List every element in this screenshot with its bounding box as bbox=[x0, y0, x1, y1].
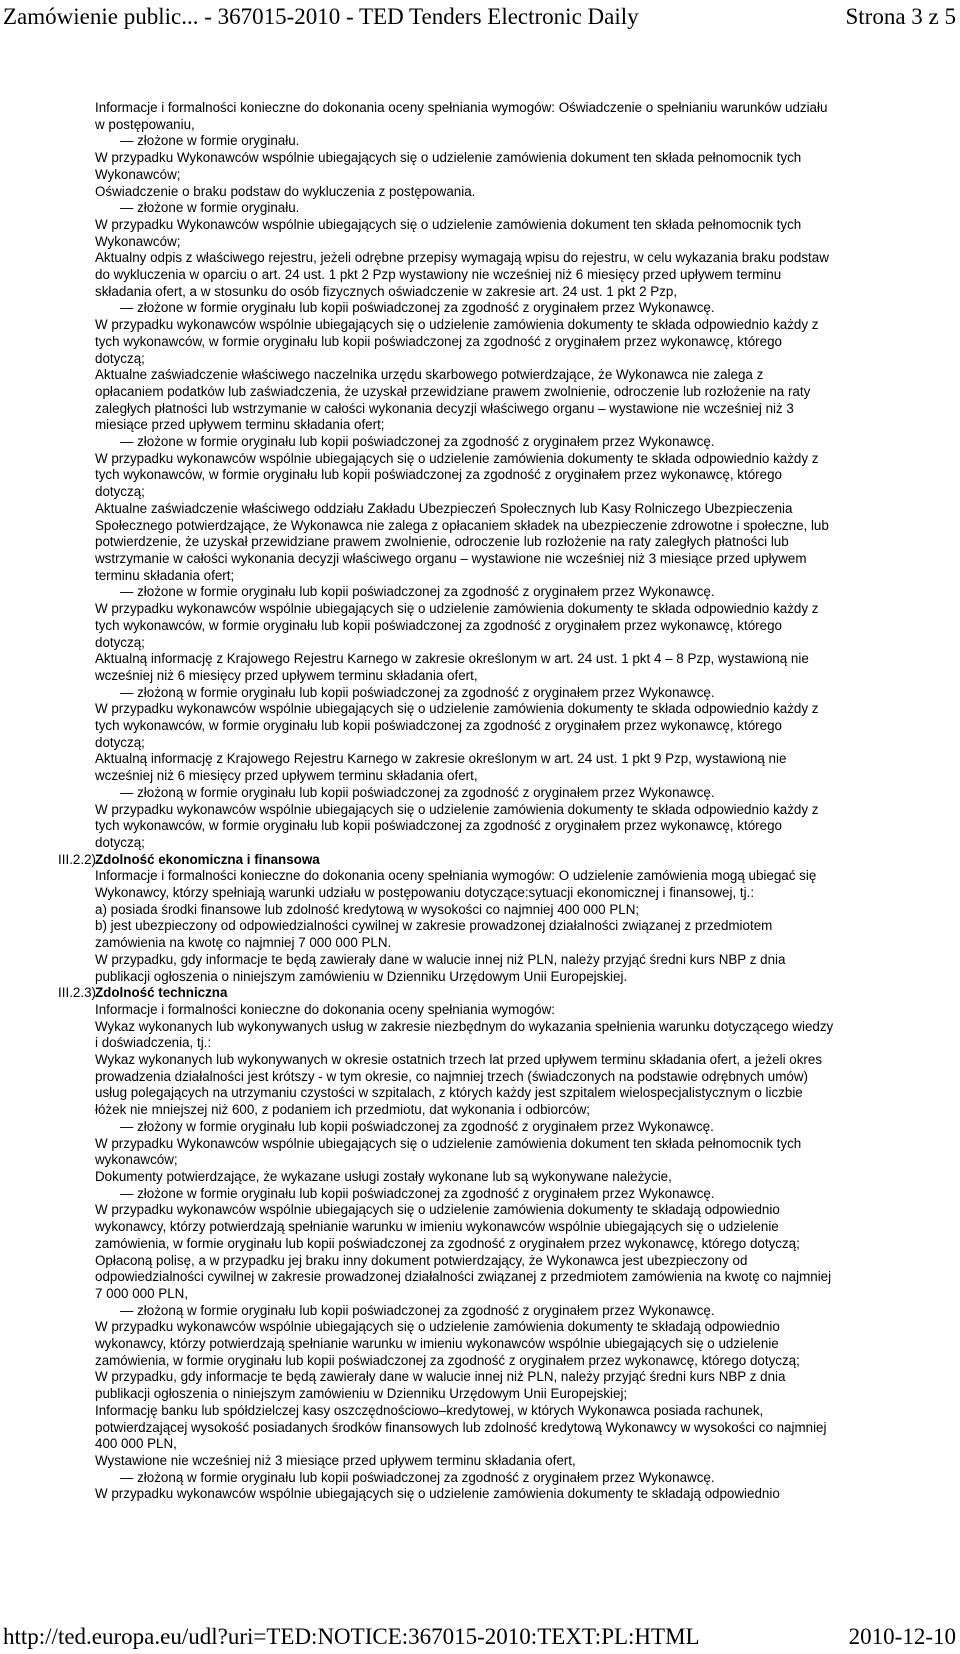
section-number: III.2.3) bbox=[58, 985, 96, 1001]
text-line: składania ofert, a w stosunku do osób fizycznych oświadczenie w zakresie art. 24 ust. 1 pkt 2 Pzp, bbox=[95, 283, 678, 299]
submission-note-line: — złożoną w formie oryginału lub kopii poświadczonej za zgodność z oryginałem przez Wykonawcę. bbox=[120, 784, 715, 800]
text-line: tych wykonawców, w formie oryginału lub kopii poświadczonej za zgodność z oryginałem przez wykonawcę, którego bbox=[95, 333, 782, 349]
page-footer bbox=[0, 1620, 960, 1654]
submission-note-line: — złożoną w formie oryginału lub kopii poświadczonej za zgodność z oryginałem przez Wykonawcę. bbox=[120, 1469, 715, 1485]
text-line: Wystawione nie wcześniej niż 3 miesiące przed upływem terminu składania ofert, bbox=[95, 1452, 576, 1468]
text-line: W przypadku Wykonawców wspólnie ubiegających się o udzielenie zamówienia dokument ten składa pełnomocnik tych bbox=[95, 150, 802, 166]
section-heading bbox=[58, 851, 917, 869]
text-line: dotyczą; bbox=[95, 350, 145, 366]
text-line: w postępowaniu, bbox=[95, 116, 195, 132]
text-line: tych wykonawców, w formie oryginału lub kopii poświadczonej za zgodność z oryginałem przez wykonawcę, którego bbox=[95, 617, 782, 633]
text-line: Społecznego potwierdzające, że Wykonawca nie zalega z opłacaniem składek na ubezpieczenie zdrowotne i społeczne, lub bbox=[95, 517, 829, 533]
text-line: Aktualne zaświadczenie właściwego naczelnika urzędu skarbowego potwierdzające, że Wykonawca nie zalega z bbox=[95, 367, 764, 383]
text-line: W przypadku wykonawców wspólnie ubiegających się o udzielenie zamówienia dokumenty te składają odpowiednio bbox=[95, 1202, 780, 1218]
section-heading bbox=[58, 985, 917, 1002]
document-title: Zamówienie public... - 367015-2010 - TED Tenders Electronic Daily bbox=[3, 4, 639, 29]
text-line: opłacaniem podatków lub zaświadczenia, że uzyskał przewidziane prawem zwolnienie, odroczenie lub rozłożenie na raty bbox=[95, 383, 811, 399]
text-line: Wykonawców; bbox=[95, 233, 181, 249]
text-line: łóżek nie mniejszej niż 600, z podaniem ich przedmiotu, dat wykonania i odbiorców; bbox=[95, 1102, 590, 1118]
text-line: W przypadku Wykonawców wspólnie ubiegających się o udzielenie zamówienia dokument ten składa pełnomocnik tych bbox=[95, 216, 802, 232]
text-line: wykonawcy, którzy potwierdzają spełnianie warunku w imieniu wykonawców wspólnie ubiegających się o udzielenie bbox=[95, 1219, 779, 1235]
text-line: dotyczą; bbox=[95, 734, 145, 750]
text-line: W przypadku wykonawców wspólnie ubiegających się o udzielenie zamówienia dokumenty te składają odpowiednio bbox=[95, 1486, 780, 1502]
text-line: zaległych płatności lub wstrzymanie w całości wykonania decyzji właściwego organu – wystawione nie wcześniej niż 3 bbox=[95, 400, 794, 416]
text-line: 7 000 000 PLN, bbox=[95, 1285, 189, 1301]
text-line: dotyczą; bbox=[95, 834, 145, 850]
text-line: W przypadku Wykonawców wspólnie ubiegających się o udzielenie zamówienia dokument ten składa pełnomocnik tych bbox=[95, 1135, 802, 1151]
text-line: W przypadku wykonawców wspólnie ubiegających się o udzielenie zamówienia dokumenty te składa odpowiednio każdy z bbox=[95, 317, 819, 333]
text-line: Opłaconą polisę, a w przypadku jej braku inny dokument potwierdzający, że Wykonawca jest ubezpieczony od bbox=[95, 1252, 748, 1268]
text-line: zamówienia, w formie oryginału lub kopii poświadczonej za zgodność z oryginałem przez wykonawcę, którego dotyczą; bbox=[95, 1235, 800, 1251]
text-line: publikacji ogłoszenia o niniejszym zamówieniu w Dzienniku Urzędowym Unii Europejskiej. bbox=[95, 968, 628, 984]
text-line: odpowiedzialności cywilnej w zakresie prowadzonej działalności związanej z przedmiotem zamówienia na kwotę co najmniej bbox=[95, 1269, 832, 1285]
submission-note-line: — złożony w formie oryginału lub kopii poświadczonej za zgodność z oryginałem przez Wykonawcę. bbox=[120, 1118, 714, 1134]
text-line: Aktualną informację z Krajowego Rejestru Karnego w zakresie określonym w art. 24 ust. 1 pkt 4 – 8 Pzp, wystawioną nie bbox=[95, 651, 809, 667]
text-line: wcześniej niż 6 miesięcy przed upływem terminu składania ofert, bbox=[95, 667, 478, 683]
text-line: W przypadku wykonawców wspólnie ubiegających się o udzielenie zamówienia dokumenty te składa odpowiednio każdy z bbox=[95, 801, 819, 817]
text-line: tych wykonawców, w formie oryginału lub kopii poświadczonej za zgodność z oryginałem przez wykonawcę, którego bbox=[95, 818, 782, 834]
submission-note-line: — złożoną w formie oryginału lub kopii poświadczonej za zgodność z oryginałem przez Wykonawcę. bbox=[120, 1302, 715, 1318]
page-counter: Strona 3 z 5 bbox=[845, 4, 956, 29]
text-line: zamówienia, w formie oryginału lub kopii poświadczonej za zgodność z oryginałem przez wykonawcę, którego dotyczą; bbox=[95, 1352, 800, 1368]
text-line: W przypadku wykonawców wspólnie ubiegających się o udzielenie zamówienia dokumenty te składa odpowiednio każdy z bbox=[95, 701, 819, 717]
text-line: potwierdzającej wysokość posiadanych środków finansowych lub zdolność kredytową Wykonawcy w wysokości co najmniej bbox=[95, 1419, 827, 1435]
section-title: Zdolność ekonomiczna i finansowa bbox=[95, 851, 320, 867]
text-line: Aktualne zaświadczenie właściwego oddziału Zakładu Ubezpieczeń Społecznych lub Kasy Rolniczego Ubezpieczenia bbox=[95, 500, 793, 516]
submission-note-line: — złożone w formie oryginału lub kopii poświadczonej za zgodność z oryginałem przez Wykonawcę. bbox=[120, 434, 715, 450]
text-line: 400 000 PLN, bbox=[95, 1436, 177, 1452]
text-line: miesiące przed upływem terminu składania ofert; bbox=[95, 417, 385, 433]
print-date: 2010-12-10 bbox=[848, 1624, 956, 1649]
text-line: Wykaz wykonanych lub wykonywanych w okresie ostatnich trzech lat przed upływem terminu składania ofert, a jeżeli okres bbox=[95, 1052, 823, 1068]
submission-note-line: — złożone w formie oryginału. bbox=[120, 133, 300, 149]
text-line: dotyczą; bbox=[95, 634, 145, 650]
text-line: Wykaz wykonanych lub wykonywanych usług w zakresie niezbędnym do wykazania spełnienia warunku dotyczącego wiedzy bbox=[95, 1018, 834, 1034]
text-line: Dokumenty potwierdzające, że wykazane usługi zostały wykonane lub są wykonywane należycie, bbox=[95, 1169, 672, 1184]
text-line: Aktualną informację z Krajowego Rejestru Karnego w zakresie określonym w art. 24 ust. 1 pkt 9 Pzp, wystawioną nie bbox=[95, 751, 787, 767]
text-line: usług polegających na utrzymaniu czystości w szpitalach, z których każdy jest szpitalem wielospecjalistycznym o liczbie bbox=[95, 1085, 803, 1101]
submission-note-line: — złożoną w formie oryginału lub kopii poświadczonej za zgodność z oryginałem przez Wykonawcę. bbox=[120, 684, 715, 700]
text-line: zamówienia na kwotę co najmniej 7 000 000 PLN. bbox=[95, 935, 392, 951]
submission-note-line: — złożone w formie oryginału lub kopii poświadczonej za zgodność z oryginałem przez Wykonawcę. bbox=[120, 300, 715, 316]
source-url[interactable]: http://ted.europa.eu/udl?uri=TED:NOTICE:367015-2010:TEXT:PL:HTML bbox=[3, 1624, 700, 1649]
text-line: b) jest ubezpieczony od odpowiedzialności cywilnej w zakresie prowadzonej działalności związanej z przedmiotem bbox=[95, 918, 773, 934]
text-line: Informacje i formalności konieczne do dokonania oceny spełniania wymogów: O udzielenie zamówienia mogą ubiegać się bbox=[95, 868, 817, 884]
text-line: Wykonawcy, którzy spełniają warunki udziału w postępowaniu dotyczące:sytuacji ekonomicznej i finansowej, tj.: bbox=[95, 885, 755, 901]
text-line: W przypadku wykonawców wspólnie ubiegających się o udzielenie zamówienia dokumenty te składają odpowiednio bbox=[95, 1319, 780, 1335]
text-line: Informacje i formalności konieczne do dokonania oceny spełniania wymogów: Oświadczenie o spełnianiu warunków udziału bbox=[95, 100, 828, 115]
text-line: W przypadku wykonawców wspólnie ubiegających się o udzielenie zamówienia dokumenty te składa odpowiednio każdy z bbox=[95, 450, 819, 466]
text-line: Informację banku lub spółdzielczej kasy oszczędnościowo–kredytowej, w których Wykonawca posiada rachunek, bbox=[95, 1402, 764, 1418]
text-line: tych wykonawców, w formie oryginału lub kopii poświadczonej za zgodność z oryginałem przez wykonawcę, którego bbox=[95, 718, 782, 734]
text-line: wykonawców; bbox=[95, 1152, 178, 1168]
text-line: W przypadku, gdy informacje te będą zawierały dane w walucie innej niż PLN, należy przyjąć średni kurs NBP z dnia bbox=[95, 951, 786, 967]
text-line: potwierdzenie, że uzyskał przewidziane prawem zwolnienie, odroczenie lub rozłożenie na raty zaległych płatności lub bbox=[95, 534, 789, 550]
text-line: wcześniej niż 6 miesięcy przed upływem terminu składania ofert, bbox=[95, 768, 478, 784]
text-line: prowadzenia działalności jest krótszy - w tym okresie, co najmniej trzech (świadczonych na podstawie odrębnych umów) bbox=[95, 1068, 808, 1084]
text-line: wstrzymanie w całości wykonania decyzji właściwego organu – wystawione nie wcześniej niż 3 miesiące przed upływem bbox=[95, 550, 807, 566]
notice-body bbox=[0, 100, 960, 1503]
section-title: Zdolność techniczna bbox=[95, 985, 228, 1001]
text-line: dotyczą; bbox=[95, 484, 145, 500]
text-line: i doświadczenia, tj.: bbox=[95, 1035, 212, 1051]
text-line: tych wykonawców, w formie oryginału lub kopii poświadczonej za zgodność z oryginałem przez wykonawcę, którego bbox=[95, 467, 782, 483]
submission-note-line: — złożone w formie oryginału. bbox=[120, 200, 300, 216]
submission-note-line: — złożone w formie oryginału lub kopii poświadczonej za zgodność z oryginałem przez Wykonawcę. bbox=[120, 1185, 715, 1201]
text-line: Informacje i formalności konieczne do dokonania oceny spełniania wymogów: bbox=[95, 1001, 555, 1017]
submission-note-line: — złożone w formie oryginału lub kopii poświadczonej za zgodność z oryginałem przez Wykonawcę. bbox=[120, 584, 715, 600]
text-line: W przypadku wykonawców wspólnie ubiegających się o udzielenie zamówienia dokumenty te składa odpowiednio każdy z bbox=[95, 601, 819, 617]
text-line: publikacji ogłoszenia o niniejszym zamówieniu w Dzienniku Urzędowym Unii Europejskiej; bbox=[95, 1386, 628, 1402]
text-line: Wykonawców; bbox=[95, 166, 181, 182]
text-line: Oświadczenie o braku podstaw do wykluczenia z postępowania. bbox=[95, 183, 476, 199]
page-header bbox=[0, 0, 960, 34]
text-line: terminu składania ofert; bbox=[95, 567, 235, 583]
text-line: W przypadku, gdy informacje te będą zawierały dane w walucie innej niż PLN, należy przyjąć średni kurs NBP z dnia bbox=[95, 1369, 786, 1385]
text-line: Aktualny odpis z właściwego rejestru, jeżeli odrębne przepisy wymagają wpisu do rejestru, w celu wykazania braku podstaw bbox=[95, 250, 829, 266]
text-line: a) posiada środki finansowe lub zdolność kredytową w wysokości co najmniej 400 000 PLN; bbox=[95, 901, 640, 917]
text-line: wykonawcy, którzy potwierdzają spełnianie warunku w imieniu wykonawców wspólnie ubiegających się o udzielenie bbox=[95, 1336, 779, 1352]
text-line: do wykluczenia w oparciu o art. 24 ust. 1 pkt 2 Pzp wystawiony nie wcześniej niż 6 miesięcy przed upływem terminu bbox=[95, 267, 782, 283]
section-number: III.2.2) bbox=[58, 851, 96, 867]
